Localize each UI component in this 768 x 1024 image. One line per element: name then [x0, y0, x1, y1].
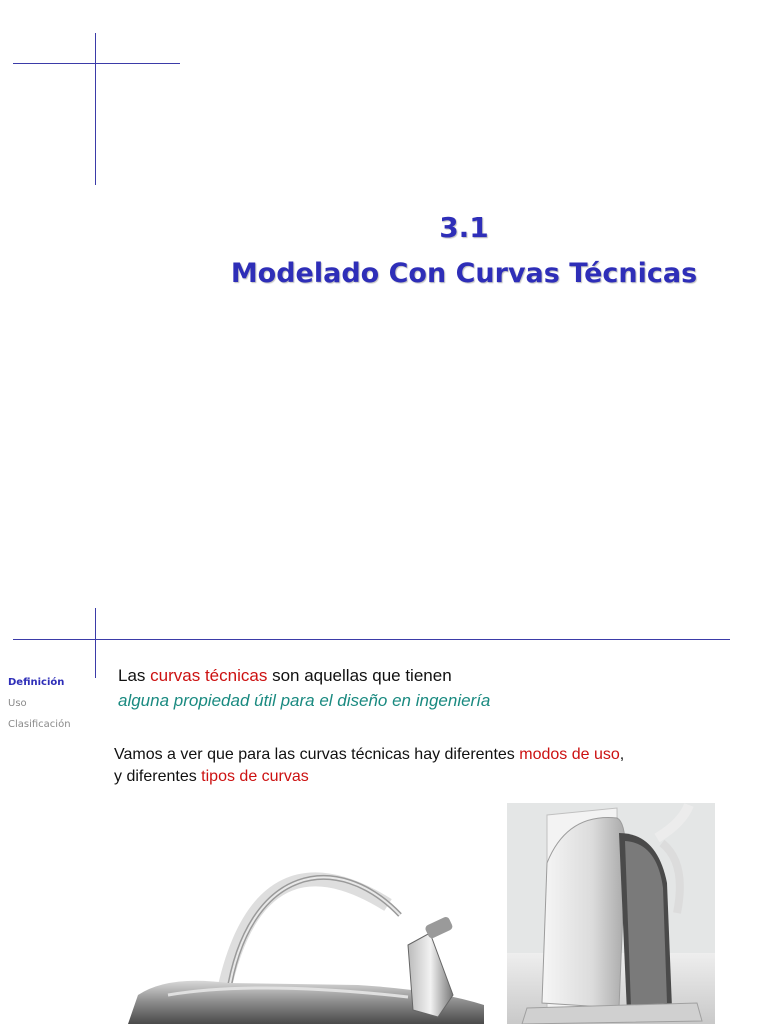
intro-part3: y diferentes [114, 768, 197, 785]
top-vertical-line [95, 33, 96, 185]
definition-prefix: Las [118, 666, 146, 685]
definition-highlight: curvas técnicas [150, 666, 268, 685]
appliance-render-image [507, 803, 715, 1024]
top-horizontal-line [13, 63, 180, 64]
intro-part1: Vamos a ver que para las curvas técnicas hay diferentes [114, 746, 515, 763]
nav-item-definicion[interactable]: Definición [8, 677, 65, 688]
definition-line-2: alguna propiedad útil para el diseño en ingeniería [118, 691, 491, 710]
intro-highlight-1: modos de uso [519, 746, 620, 763]
definition-suffix: son aquellas que tienen [272, 666, 452, 685]
intro-line-2 [114, 768, 309, 786]
nav-item-uso[interactable]: Uso [8, 698, 27, 709]
faucet-curve-image [108, 845, 484, 1024]
intro-highlight-2: tipos de curvas [201, 768, 309, 785]
slide-title [160, 205, 768, 297]
title-number: 3.1 [439, 211, 489, 244]
faucet-illustration [108, 845, 484, 1024]
bottom-horizontal-line [13, 639, 730, 640]
definition-line-1 [118, 666, 452, 686]
intro-part2: , [619, 746, 625, 763]
appliance-illustration [507, 803, 715, 1024]
bottom-vertical-line [95, 608, 96, 678]
intro-line-1 [114, 746, 624, 764]
title-text: Modelado Con Curvas Técnicas [230, 258, 698, 289]
nav-item-clasificacion[interactable]: Clasificación [8, 719, 71, 730]
